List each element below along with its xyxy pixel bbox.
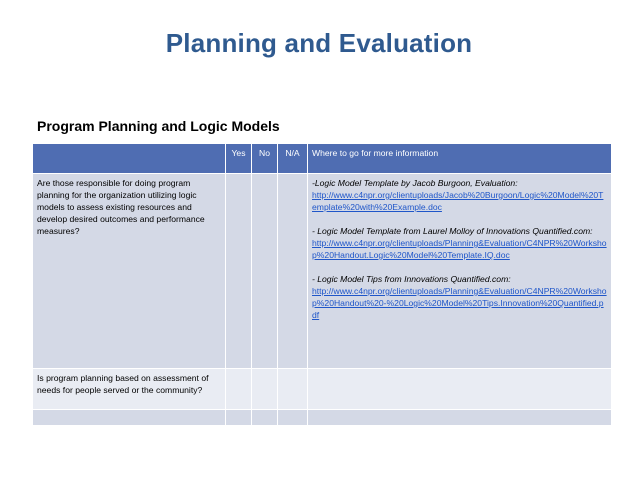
slide-title: Planning and Evaluation bbox=[165, 28, 473, 58]
info-cell bbox=[308, 174, 612, 369]
header-yes: Yes bbox=[226, 144, 252, 174]
header-na: N/A bbox=[278, 144, 308, 174]
na-cell[interactable] bbox=[278, 369, 308, 410]
resource-item bbox=[312, 273, 607, 321]
question-cell: Are those responsible for doing program planning for the organization utilizing logic models to assess existing resources and develop desired outcomes and performance measures? bbox=[33, 174, 226, 369]
na-cell[interactable] bbox=[278, 410, 308, 426]
resource-link[interactable]: http://www.c4npr.org/clientuploads/Planning&Evaluation/C4NPR%20Workshop%20Handout%20-%20Logic%20Model%20Tips.Innovation%20Quantified.pdf bbox=[312, 286, 607, 320]
no-cell[interactable] bbox=[252, 369, 278, 410]
question-cell: Is program planning based on assessment of needs for people served or the community? bbox=[33, 369, 226, 410]
info-cell bbox=[308, 410, 612, 426]
checklist-table bbox=[32, 143, 612, 426]
no-cell[interactable] bbox=[252, 410, 278, 426]
yes-cell[interactable] bbox=[226, 174, 252, 369]
resource-link[interactable]: http://www.c4npr.org/clientuploads/Jacob%20Burgoon/Logic%20Model%20Template%20with%20Example.doc bbox=[312, 190, 604, 212]
yes-cell[interactable] bbox=[226, 410, 252, 426]
section-heading: Program Planning and Logic Models bbox=[37, 118, 280, 134]
resource-link[interactable]: http://www.c4npr.org/clientuploads/Planning&Evaluation/C4NPR%20Workshop%20Handout.Logic%20Model%20Template.IQ.doc bbox=[312, 238, 607, 260]
info-cell bbox=[308, 369, 612, 410]
yes-cell[interactable] bbox=[226, 369, 252, 410]
header-no: No bbox=[252, 144, 278, 174]
header-info: Where to go for more information bbox=[308, 144, 612, 174]
resource-item bbox=[312, 177, 607, 213]
resource-title: - Logic Model Tips from Innovations Quantified.com: bbox=[312, 274, 511, 284]
resource-title: -Logic Model Template by Jacob Burgoon, Evaluation: bbox=[312, 178, 518, 188]
na-cell[interactable] bbox=[278, 174, 308, 369]
no-cell[interactable] bbox=[252, 174, 278, 369]
question-cell bbox=[33, 410, 226, 426]
header-question bbox=[33, 144, 226, 174]
table-row bbox=[33, 410, 612, 426]
resource-title: - Logic Model Template from Laurel Molloy of Innovations Quantified.com: bbox=[312, 226, 593, 236]
table-row bbox=[33, 174, 612, 369]
table-row bbox=[33, 369, 612, 410]
table-header-row bbox=[33, 144, 612, 174]
resource-item bbox=[312, 225, 607, 261]
